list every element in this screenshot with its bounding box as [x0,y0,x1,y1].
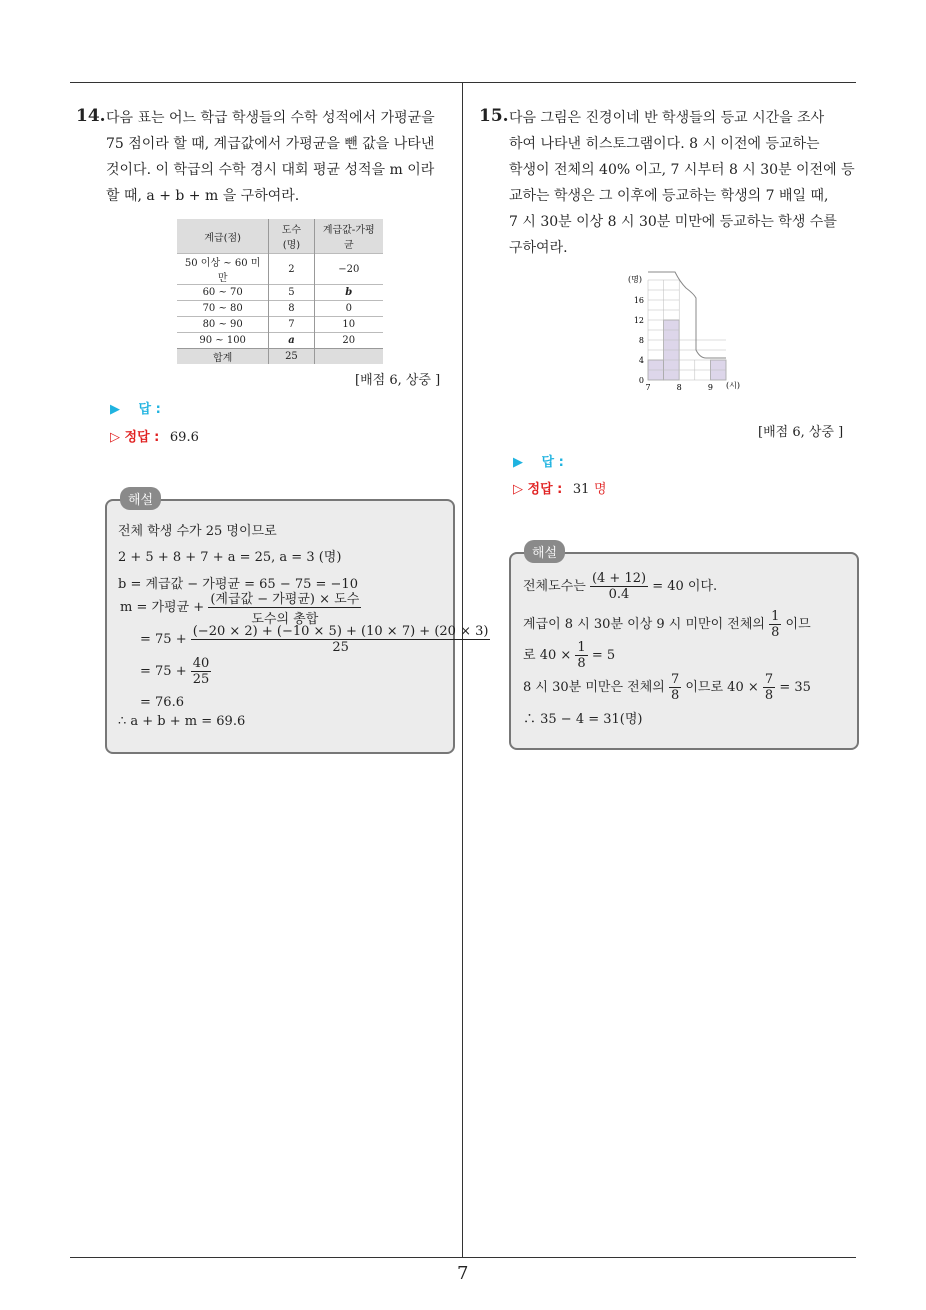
table-cell: 0 [314,301,383,317]
table-row [177,285,383,301]
table-cell: b [314,285,383,301]
play-icon: ▶ [110,402,120,417]
table-cell: 20 [314,333,383,349]
table-header: 도수(명) [269,219,314,254]
q15-line: 7 시 30분 이상 8 시 30분 미만에 등교하는 학생 수를 [509,214,837,230]
numerator: 1 [577,640,586,655]
table-cell: 합계 [177,349,269,365]
table-cell: a [269,333,314,349]
numerator: (−20 × 2) + (−10 × 5) + (10 × 7) + (20 × 3) [192,624,489,639]
fraction [575,640,587,671]
x-tick-label: 8 [676,383,682,392]
sol-text: 이므로 40 × [685,680,759,695]
denominator: 8 [764,688,774,703]
y-tick-label: 4 [638,356,644,365]
fraction [191,624,491,655]
x-axis-label: (시) [726,381,740,390]
fraction [769,609,781,640]
sol-line: 2 + 5 + 8 + 7 + a = 25, a = 3 (명) [118,550,342,565]
sol-text: 8 시 30분 미만은 전체의 [523,680,665,695]
table-row [177,301,383,317]
sol-line [120,588,361,627]
numerator: 7 [764,672,774,687]
sol-line [523,609,811,640]
outline-triangle-icon: ▷ [513,482,523,497]
sol-line: b = 계급값 − 가평균 = 65 − 75 = −10 [118,577,358,592]
table-cell: 70 ~ 80 [177,301,269,317]
numerator: (4 + 12) [591,571,647,586]
sol-line: = 76.6 [140,695,184,710]
table-cell: 5 [269,285,314,301]
sol-line [140,656,211,687]
q15-line: 학생이 전체의 40% 이고, 7 시부터 8 시 30분 이전에 등 [509,162,855,178]
sol-line [523,640,615,671]
table-total-row [177,349,383,365]
denominator: 8 [670,688,680,703]
table-cell: −20 [314,254,383,285]
table-cell: 7 [269,317,314,333]
table-row [177,254,383,285]
q15-score: [배점 6, 상중 ] [758,425,844,440]
fraction [590,571,648,602]
numerator: (계급값 − 가평균) × 도수 [208,588,361,608]
numerator: 1 [771,609,780,624]
denominator: 25 [192,672,210,687]
q15-line: 하여 나타낸 히스토그램이다. 8 시 이전에 등교하는 [509,136,820,152]
q14-answer [110,398,161,417]
sol-text: = 40 이다. [652,579,718,594]
q15-line: 다음 그림은 진경이네 반 학생들의 등교 시간을 조사 [509,110,825,126]
y-tick-label: 16 [633,296,644,305]
table-cell: 60 ~ 70 [177,285,269,301]
sol-line: 전체 학생 수가 25 명이므로 [118,524,277,539]
q14-line: 것이다. 이 학급의 수학 경시 대회 평균 성적을 m 이라 [106,162,435,178]
q14-line: 다음 표는 어느 학급 학생들의 수학 성적에서 가평균을 [106,110,435,126]
sol-line [523,672,811,703]
fraction [669,672,681,703]
q14-solution-tag: 해설 [120,487,161,510]
numerator: 7 [670,672,680,687]
denominator: 25 [332,640,349,655]
sol-text: 계급이 8 시 30분 이상 9 시 미만이 전체의 [523,617,765,632]
sol-line: ∴ a + b + m = 69.6 [118,714,246,729]
denominator: 0.4 [608,587,630,602]
fraction [763,672,775,703]
grade-table [177,219,383,364]
q15-line: 교하는 학생은 그 이후에 등교하는 학생의 7 배일 때, [509,188,829,204]
sol-text: 로 40 × [523,648,572,663]
column-divider [462,82,463,1258]
q15-solution-tag: 해설 [524,540,565,563]
table-cell: 80 ~ 90 [177,317,269,333]
x-tick-label: 9 [707,383,713,392]
correct-value: 69.6 [169,430,199,445]
bottom-rule [70,1257,856,1258]
q14-line: 75 점이라 할 때, 계급값에서 가평균을 뺀 값을 나타낸 [106,136,435,152]
top-rule [70,82,856,83]
table-cell: 10 [314,317,383,333]
outline-triangle-icon: ▷ [110,430,120,445]
torn-paper-edge [648,272,726,358]
sol-text: = 75 + [140,632,187,647]
denominator: 8 [577,656,586,671]
sol-line [140,624,490,655]
q14-text [106,105,435,209]
q15-text [509,105,855,261]
denominator: 8 [771,625,780,640]
table-cell: 50 이상 ~ 60 미만 [177,254,269,285]
q15-line: 구하여라. [509,240,568,256]
table-row [177,333,383,349]
numerator: 40 [192,656,210,671]
sol-text: = 35 [779,680,811,695]
sol-line [523,571,717,602]
sol-line: ∴ 35 − 4 = 31(명) [523,712,643,727]
q15-answer [513,451,564,470]
table-header: 계급값-가평균 [314,219,383,254]
table-cell: 2 [269,254,314,285]
denominator: 도수의 총합 [251,612,319,627]
sol-text: 이므 [785,617,811,632]
table-cell [314,349,383,365]
histogram [620,268,750,396]
sol-text: m = 가평균 + [120,600,205,615]
y-axis-label: (명) [628,275,642,284]
q14-correct [110,426,199,445]
q14-line: 할 때, a + b + m 을 구하여라. [106,188,300,204]
page-number: 7 [457,1263,469,1284]
table-cell: 8 [269,301,314,317]
q14-score: [배점 6, 상중 ] [355,373,441,388]
correct-unit: 명 [593,482,607,497]
y-tick-label: 8 [638,336,644,345]
sol-text: = 5 [591,648,616,663]
sol-text: = 75 + [140,664,187,679]
fraction [208,588,361,627]
answer-label: 답 : [541,455,564,470]
correct-value: 31 [572,482,590,497]
table-row [177,317,383,333]
answer-label: 답 : [138,402,161,417]
y-tick-label: 0 [638,376,644,385]
correct-label: 정답 : [124,430,160,445]
y-tick-label: 12 [633,316,644,325]
q14-number: 14. [76,106,106,126]
table-header: 계급(점) [177,219,269,254]
correct-label: 정답 : [527,482,563,497]
fraction [191,656,212,687]
table-cell: 90 ~ 100 [177,333,269,349]
play-icon: ▶ [513,455,523,470]
q15-number: 15. [479,106,509,126]
table-cell: 25 [269,349,314,365]
x-tick-label: 7 [645,383,651,392]
sol-text: 전체도수는 [523,579,586,594]
q15-correct [513,478,607,497]
